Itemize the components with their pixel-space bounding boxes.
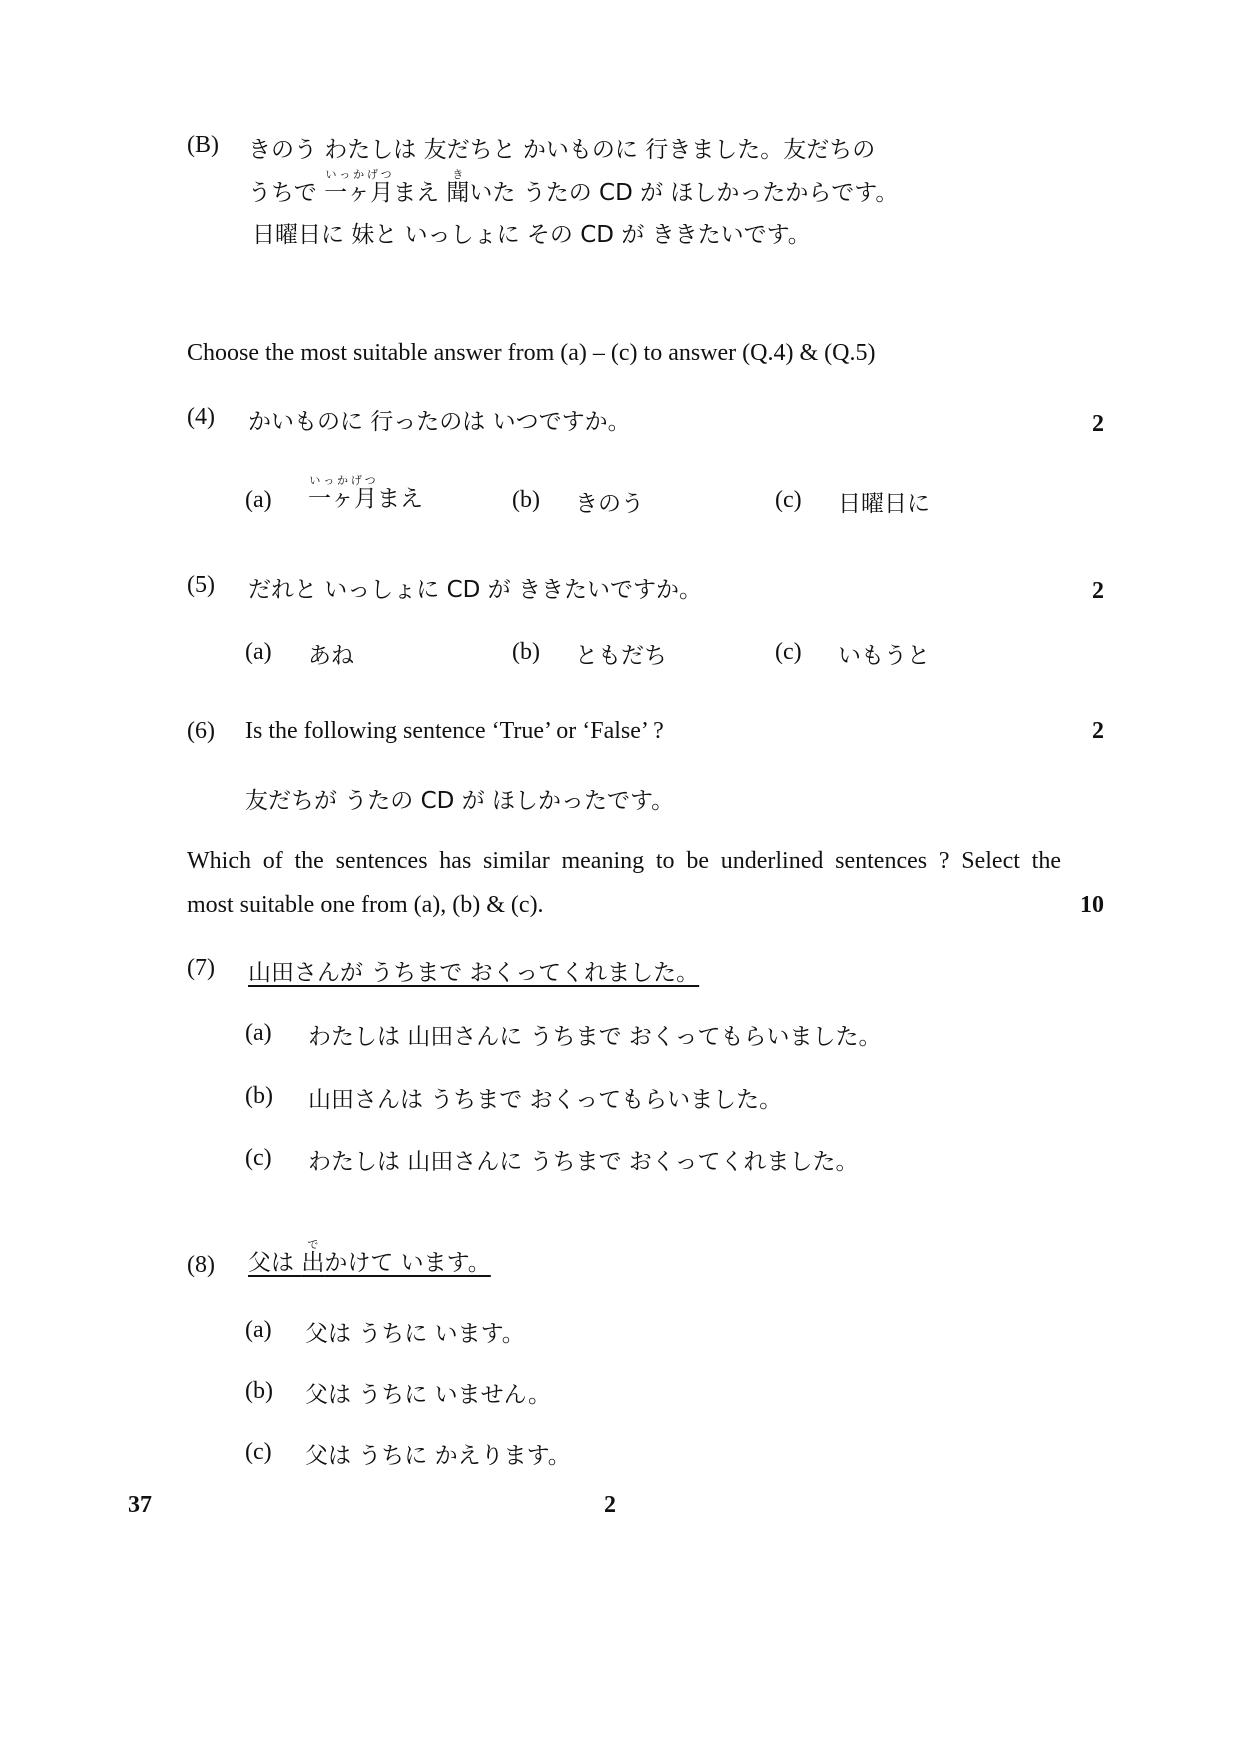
q6-sentence: 友だちが うたの CD が ほしかったです。 — [245, 788, 675, 814]
q4-option-c-label: (c) — [775, 487, 802, 513]
q8-kanji-de: 出で — [301, 1238, 325, 1276]
passage-line-2-pre: うちで — [248, 180, 317, 206]
instruction-2-line-1: Which of the sentences has similar meaning to be underlined sentences ? Select the — [187, 848, 1061, 874]
q6-number: (6) — [187, 718, 215, 744]
q8-option-a-text: 父は うちに います。 — [305, 1321, 525, 1347]
q5-option-c-text: いもうと — [838, 643, 930, 669]
q8-number: (8) — [187, 1252, 215, 1278]
q4-option-b-text: きのう — [575, 491, 644, 517]
passage-line-2-post: いた うたの CD が ほしかったからです。 — [469, 180, 899, 206]
q7-number: (7) — [187, 955, 215, 981]
q5-option-c-label: (c) — [775, 639, 802, 665]
passage-line-3: 日曜日に 妹と いっしょに その CD が ききたいです。 — [252, 222, 811, 248]
q4-option-a-label: (a) — [245, 487, 272, 513]
instruction-1: Choose the most suitable answer from (a) – (c) to answer (Q.4) & (Q.5) — [187, 340, 876, 366]
passage-kanji-ki: 聞き — [446, 168, 470, 206]
q8-option-a-label: (a) — [245, 1317, 272, 1343]
passage-label: (B) — [187, 132, 219, 158]
q7-underlined-sentence: 山田さんが うちまで おくってくれました。 — [248, 960, 700, 986]
q7-option-a-text: わたしは 山田さんに うちまで おくってもらいました。 — [308, 1024, 882, 1050]
q5-option-b-text: ともだち — [575, 643, 667, 669]
q6-marks: 2 — [1092, 718, 1104, 744]
q4-option-a-text: 一ヶ月いっかげつまえ — [308, 474, 423, 512]
q5-number: (5) — [187, 572, 215, 598]
q7-option-c-text: わたしは 山田さんに うちまで おくってくれました。 — [308, 1149, 859, 1175]
passage-kanji-ikkagetsu: 一ヶ月いっかげつ — [324, 168, 394, 206]
passage-line-1: きのう わたしは 友だちと かいものに 行きました。友だちの — [248, 137, 876, 163]
q5-question: だれと いっしょに CD が ききたいですか。 — [248, 577, 703, 603]
q5-option-b-label: (b) — [512, 639, 540, 665]
passage-line-2 — [248, 168, 898, 207]
passage-line-2-mid: まえ — [393, 180, 440, 206]
q6-question: Is the following sentence ‘True’ or ‘False’ ? — [245, 718, 664, 744]
q4-marks: 2 — [1092, 411, 1104, 437]
footer-page-number: 2 — [604, 1492, 616, 1518]
instruction-2-marks: 10 — [1080, 892, 1104, 918]
q4-option-a-kanji: 一ヶ月いっかげつ — [308, 474, 377, 512]
q8-option-c-text: 父は うちに かえります。 — [305, 1443, 571, 1469]
q5-option-a-text: あね — [308, 643, 354, 669]
instruction-2-line-2: most suitable one from (a), (b) & (c). — [187, 892, 544, 918]
q5-marks: 2 — [1092, 578, 1104, 604]
q8-underlined-sentence: 父は 出でかけて います。 — [248, 1238, 491, 1276]
q7-option-c-label: (c) — [245, 1145, 272, 1171]
q7-option-b-text: 山田さんは うちまで おくってもらいました。 — [308, 1087, 783, 1113]
q8-option-c-label: (c) — [245, 1439, 272, 1465]
q8-option-b-text: 父は うちに いません。 — [305, 1382, 552, 1408]
q7-option-b-label: (b) — [245, 1083, 273, 1109]
q4-option-c-text: 日曜日に — [838, 491, 930, 517]
q4-number: (4) — [187, 404, 215, 430]
q4-question: かいものに 行ったのは いつですか。 — [248, 409, 631, 435]
q8-option-b-label: (b) — [245, 1378, 273, 1404]
q4-option-b-label: (b) — [512, 487, 540, 513]
footer-code: 37 — [128, 1492, 152, 1518]
q7-option-a-label: (a) — [245, 1020, 272, 1046]
q5-option-a-label: (a) — [245, 639, 272, 665]
